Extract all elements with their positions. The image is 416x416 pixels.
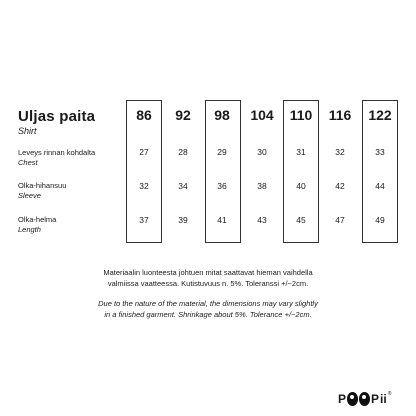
sleeve-cell: 34 <box>178 181 188 191</box>
logo-letter: P <box>371 392 380 406</box>
brand-logo <box>338 390 391 408</box>
length-cell: 39 <box>178 215 188 225</box>
size-header-104: 104 <box>250 107 274 123</box>
logo-letter: ii <box>380 392 387 406</box>
note-finnish <box>40 267 376 289</box>
note-english <box>40 298 376 320</box>
row-label-en: Chest <box>18 158 38 167</box>
length-cell: 43 <box>257 215 267 225</box>
logo-letter: P <box>338 392 347 406</box>
length-cell: 41 <box>217 215 227 225</box>
row-label-en: Length <box>18 225 41 234</box>
note-en-line: Due to the nature of the material, the dimensions may vary slightly <box>98 299 318 308</box>
sleeve-cell: 32 <box>139 181 149 191</box>
size-header-122: 122 <box>368 107 392 123</box>
chest-cell: 30 <box>257 147 267 157</box>
chest-cell: 29 <box>217 147 227 157</box>
row-label-chest <box>18 148 95 168</box>
sleeve-cell: 36 <box>217 181 227 191</box>
note-fi-line: Materiaalin luonteesta johtuen mitat saattavat hieman vaihdella <box>103 268 313 277</box>
sleeve-cell: 42 <box>335 181 345 191</box>
chest-cell: 32 <box>335 147 345 157</box>
size-header-98: 98 <box>214 107 230 123</box>
row-label-length <box>18 215 56 235</box>
row-label-fi: Olka-helma <box>18 215 57 224</box>
sleeve-cell: 40 <box>296 181 306 191</box>
row-label-fi: Leveys rinnan kohdalta <box>18 148 96 157</box>
logo-eye-icon <box>359 392 370 406</box>
note-fi-line: valmiissa vaatteessa. Kutistuvuus n. 5%. Toleranssi +/−2cm. <box>107 279 309 288</box>
chest-cell: 27 <box>139 147 149 157</box>
product-title: Uljas paita <box>18 108 96 125</box>
row-label-en: Sleeve <box>18 191 41 200</box>
size-header-92: 92 <box>175 107 191 123</box>
chest-cell: 33 <box>375 147 385 157</box>
size-header-116: 116 <box>328 107 352 123</box>
logo-eye-icon <box>347 392 358 406</box>
note-en-line: in a finished garment. Shrinkage about 5%. Tolerance +/−2cm. <box>104 310 312 319</box>
length-cell: 45 <box>296 215 306 225</box>
length-cell: 49 <box>375 215 385 225</box>
row-label-sleeve <box>18 181 66 201</box>
length-cell: 47 <box>335 215 345 225</box>
size-header-110: 110 <box>289 107 313 123</box>
product-subtitle: Shirt <box>18 126 37 136</box>
chest-cell: 31 <box>296 147 306 157</box>
size-header-86: 86 <box>136 107 152 123</box>
row-label-fi: Olka-hihansuu <box>18 181 67 190</box>
registered-mark: ® <box>387 391 392 397</box>
sleeve-cell: 38 <box>257 181 267 191</box>
sleeve-cell: 44 <box>375 181 385 191</box>
chest-cell: 28 <box>178 147 188 157</box>
length-cell: 37 <box>139 215 149 225</box>
